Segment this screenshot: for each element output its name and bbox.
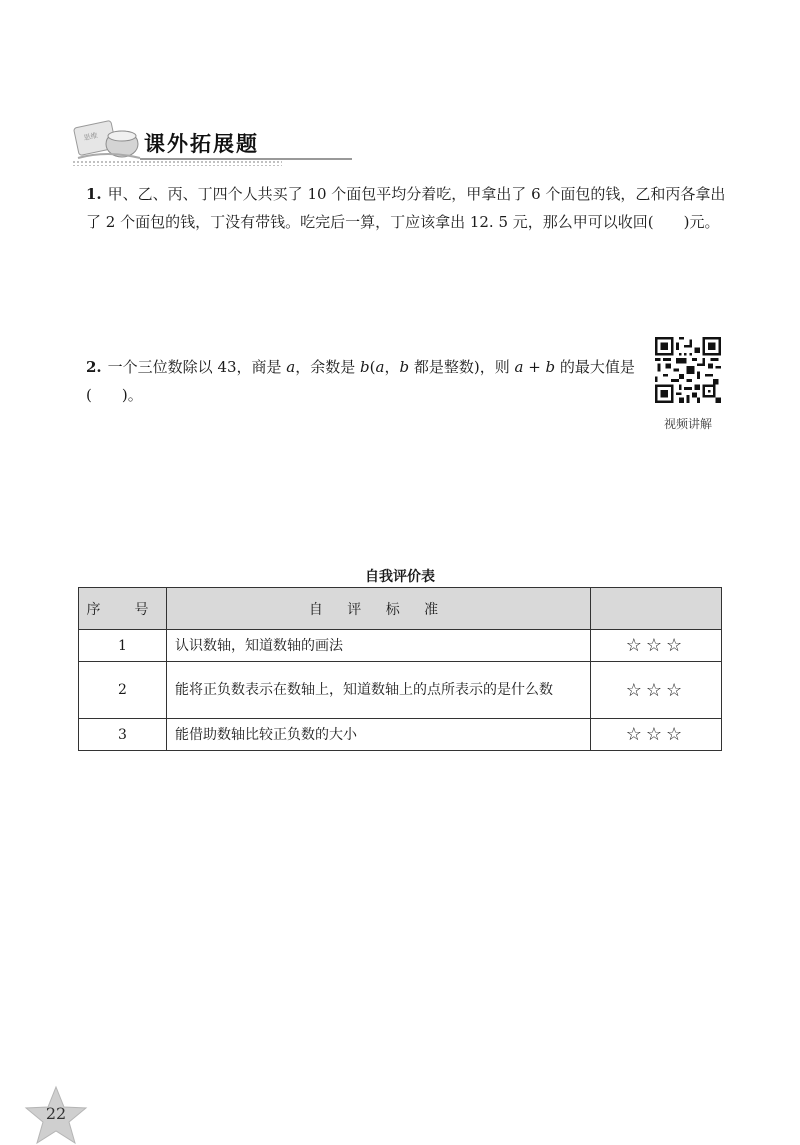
star-rating[interactable]: ☆☆☆	[591, 719, 722, 751]
qr-caption: 视频讲解	[663, 417, 712, 431]
self-evaluation-table	[78, 587, 722, 751]
header-criterion: 自 评 标 准	[167, 588, 591, 630]
question-text-part: ，	[384, 358, 400, 376]
row-index: 3	[79, 719, 167, 751]
page-number: 22	[45, 1104, 67, 1123]
question-text: 甲、乙、丙、丁四个人共买了 10 个面包平均分着吃，甲拿出了 6 个面包的钱，乙和丙各拿出了 2 个面包的钱，丁没有带钱。吃完后一算，丁应该拿出 12. 5 元，那么甲可以收回( )元。	[86, 185, 726, 231]
table-header-row	[79, 588, 722, 630]
star-rating[interactable]: ☆☆☆	[591, 662, 722, 719]
row-index: 1	[79, 630, 167, 662]
book-cup-icon	[72, 118, 142, 164]
row-criterion: 认识数轴，知道数轴的画法	[167, 630, 591, 662]
variable-b: b	[360, 358, 370, 376]
variable-a: a	[375, 358, 385, 376]
header-rating	[591, 588, 722, 630]
variable-a: a	[514, 358, 524, 376]
deco-text: 思维	[82, 131, 99, 143]
question-text-part: (	[369, 358, 376, 376]
section-header	[72, 118, 282, 166]
variable-a: a	[286, 358, 296, 376]
row-index: 2	[79, 662, 167, 719]
row-criterion: 能将正负数表示在数轴上，知道数轴上的点所表示的是什么数	[167, 662, 591, 719]
table-row	[79, 719, 722, 751]
variable-b: b	[545, 358, 556, 376]
header-index: 序 号	[79, 588, 167, 630]
question-text-part: ，余数是	[295, 358, 361, 376]
header-dots	[72, 160, 282, 166]
question-text-part: 一个三位数除以 43，商是	[107, 358, 287, 376]
question-2	[86, 353, 646, 409]
variable-b: b	[399, 358, 410, 376]
section-title: 课外拓展题	[144, 132, 259, 156]
table-row	[79, 630, 722, 662]
question-number: 1.	[86, 185, 102, 203]
star-rating[interactable]: ☆☆☆	[591, 630, 722, 662]
qr-code-icon[interactable]	[655, 337, 721, 403]
question-number: 2.	[86, 358, 102, 376]
question-text-part: +	[523, 358, 546, 376]
table-row	[79, 662, 722, 719]
row-criterion: 能借助数轴比较正负数的大小	[167, 719, 591, 751]
question-1	[86, 180, 726, 236]
table-title: 自我评价表	[365, 569, 435, 585]
question-text-part: 都是整数)，则	[409, 358, 515, 376]
qr-block[interactable]	[655, 337, 725, 432]
question-text-part: 的最大值是( )。	[86, 358, 635, 404]
